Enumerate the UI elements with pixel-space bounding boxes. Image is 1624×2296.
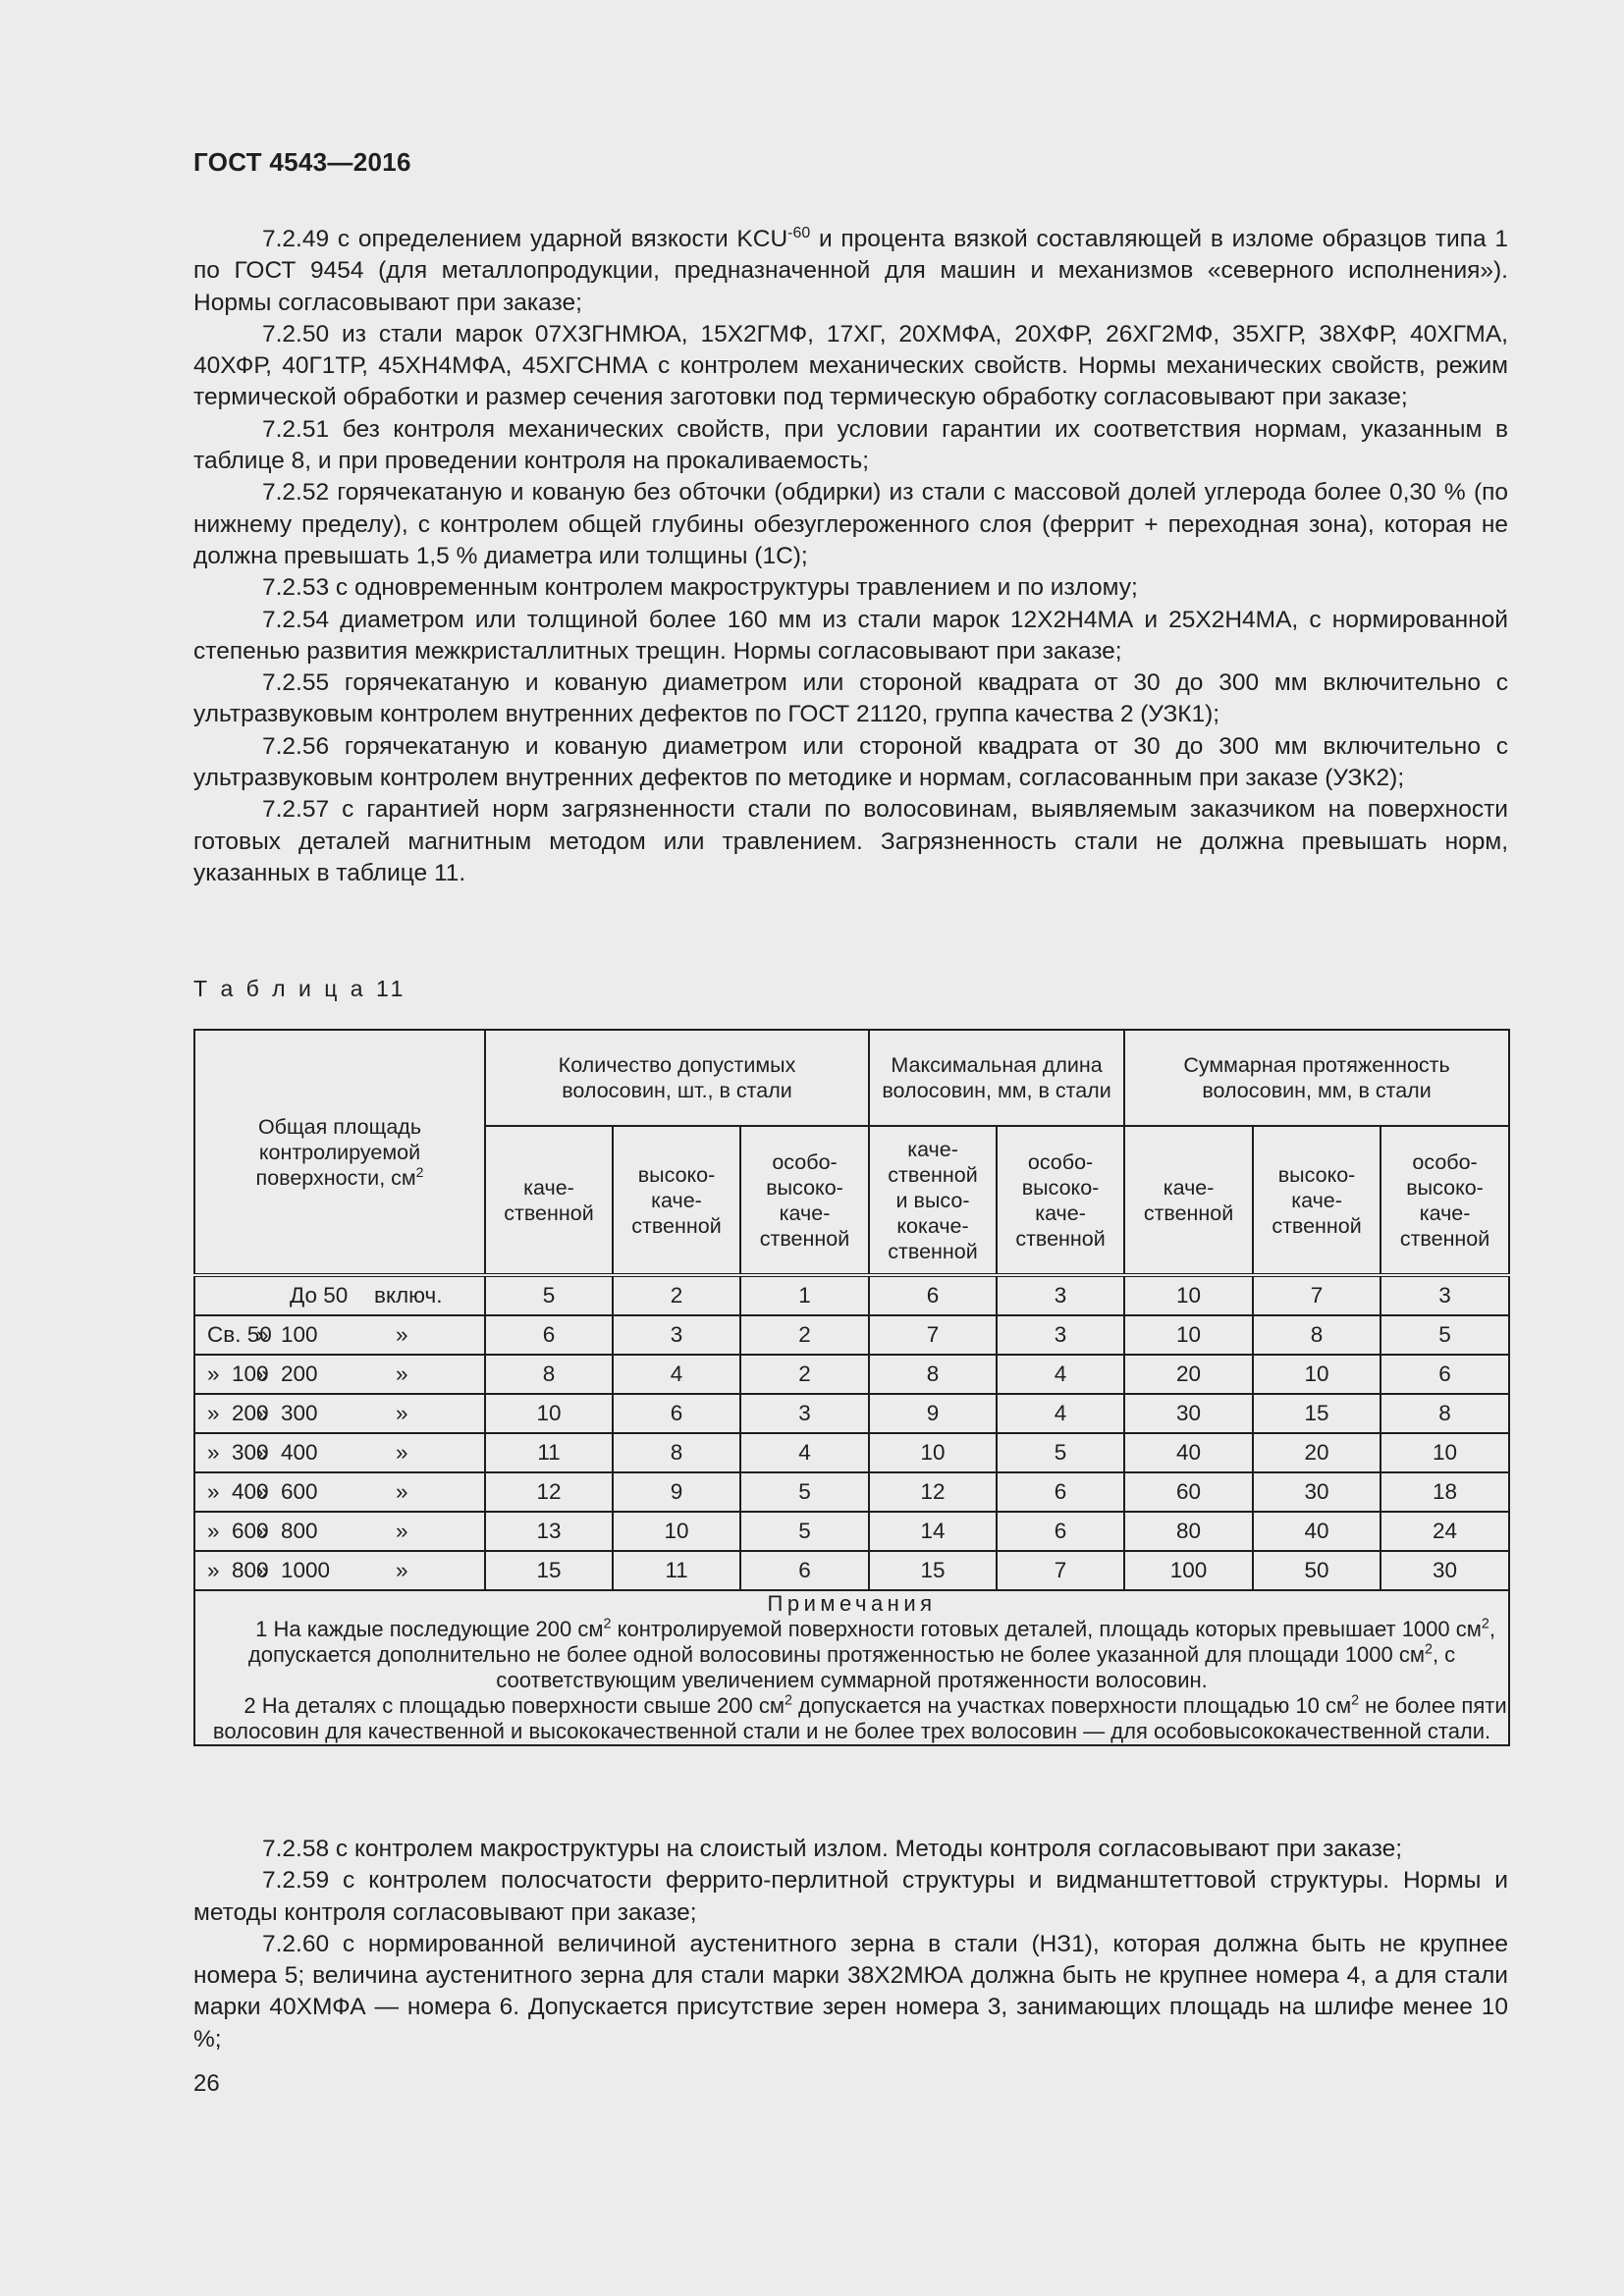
value-cell: 3	[740, 1394, 869, 1433]
paragraph-7-2-54: 7.2.54 диаметром или толщиной более 160 мм из стали марок 12Х2Н4МА и 25Х2Н4МА, с нормированной степенью развития межкристаллитных трещин. Нормы согласовывают при заказе;	[193, 606, 1508, 665]
value-cell: 13	[485, 1512, 613, 1551]
table-row	[194, 1355, 1509, 1394]
area-range-part: » 1000	[256, 1558, 331, 1582]
value-cell: 5	[740, 1472, 869, 1512]
area-range-part: До 50	[290, 1283, 349, 1308]
note-text: допускается на участках поверхности площадью 10 см	[791, 1693, 1352, 1718]
table-row	[194, 1512, 1509, 1551]
area-range-part: » 600	[207, 1519, 269, 1543]
area-range-part: » 800	[207, 1558, 269, 1582]
subheader: каче- ственной	[485, 1126, 613, 1275]
area-range-part: » 200	[256, 1362, 318, 1386]
superscript: 2	[784, 1692, 792, 1709]
note-2	[195, 1693, 1508, 1744]
area-range-part: » 600	[256, 1479, 318, 1504]
value-cell: 20	[1253, 1433, 1380, 1472]
value-cell: 3	[1380, 1275, 1509, 1315]
value-cell: 7	[1253, 1275, 1380, 1315]
paragraph-7-2-50: 7.2.50 из стали марок 07Х3ГНМЮА, 15Х2ГМФ, 17ХГ, 20ХМФА, 20ХФР, 26ХГ2МФ, 35ХГР, 38ХФР, 40ХГМА, 40ХФР, 40Г1ТР, 45ХН4МФА, 45ХГСНМА с контролем механических свойств. Нормы механических свойств, режим термической обработки и размер сечения заготовки под термическую обработку согласовывают при заказе;	[193, 320, 1508, 411]
superscript: -60	[787, 224, 811, 241]
area-range-part: »	[396, 1558, 408, 1582]
notes-title: Примечания	[767, 1591, 937, 1616]
value-cell: 3	[997, 1275, 1124, 1315]
paragraphs-bottom	[193, 1834, 1508, 2056]
subheader: каче- ственной	[1124, 1126, 1253, 1275]
area-range-cell	[194, 1512, 485, 1551]
value-cell: 2	[740, 1355, 869, 1394]
value-cell: 30	[1124, 1394, 1253, 1433]
paragraph-7-2-53: 7.2.53 с одновременным контролем макроструктуры травлением и по излому;	[262, 574, 1138, 602]
value-cell: 15	[1253, 1394, 1380, 1433]
value-cell: 6	[869, 1275, 997, 1315]
area-range-cell	[194, 1394, 485, 1433]
value-cell: 11	[613, 1551, 740, 1590]
value-cell: 6	[997, 1512, 1124, 1551]
paragraph-7-2-52: 7.2.52 горячекатаную и кованую без обточки (обдирки) из стали с массовой долей углерода более 0,30 % (по нижнему пределу), с контролем общей глубины обезуглероженного слоя (феррит + переходная зона), которая не должна превышать 1,5 % диаметра или толщины (1С);	[193, 479, 1508, 569]
value-cell: 80	[1124, 1512, 1253, 1551]
area-range-cell	[194, 1275, 485, 1315]
value-cell: 2	[740, 1315, 869, 1355]
area-range-cell	[194, 1315, 485, 1355]
subheader: особо- высоко- каче- ственной	[1380, 1126, 1509, 1275]
paragraph-7-2-60: 7.2.60 с нормированной величиной аустенитного зерна в стали (НЗ1), которая должна быть не крупнее номера 5; величина аустенитного зерна для стали марки 38Х2МЮА должна быть не крупнее номера 4, а для стали марки 40ХМФА — номера 6. Допускается присутствие зерен номера 3, занимающих площадь на шлифе менее 10 %;	[193, 1930, 1508, 2053]
area-range-part: » 300	[207, 1440, 269, 1465]
value-cell: 2	[613, 1275, 740, 1315]
value-cell: 1	[740, 1275, 869, 1315]
paragraph-7-2-51: 7.2.51 без контроля механических свойств, при условии гарантии их соответствия нормам, указанным в таблице 8, и при проведении контроля на прокаливаемость;	[193, 415, 1508, 475]
value-cell: 30	[1380, 1551, 1509, 1590]
value-cell: 5	[1380, 1315, 1509, 1355]
area-range-part: » 400	[207, 1479, 269, 1504]
note-text: 1 На каждые последующие 200 см	[255, 1617, 604, 1641]
note-text: не более пяти волосовин для качественной и высококачественной стали и не более трех волосовин — для особовысококачественной стали.	[212, 1693, 1507, 1743]
value-cell: 4	[997, 1355, 1124, 1394]
table-notes	[194, 1590, 1509, 1745]
area-range-part: »	[396, 1322, 408, 1347]
value-cell: 10	[1380, 1433, 1509, 1472]
value-cell: 10	[613, 1512, 740, 1551]
value-cell: 24	[1380, 1512, 1509, 1551]
value-cell: 10	[869, 1433, 997, 1472]
value-cell: 9	[613, 1472, 740, 1512]
area-range-cell	[194, 1551, 485, 1590]
note-text: , допускается дополнительно не более одной волосовины протяженностью не более указанной для площади 1000 см	[247, 1617, 1495, 1667]
area-range-part: Св. 50	[207, 1322, 272, 1347]
table-11	[193, 1029, 1508, 1746]
area-range-part: »	[396, 1440, 408, 1465]
value-cell: 40	[1253, 1512, 1380, 1551]
value-cell: 8	[485, 1355, 613, 1394]
row-header-text: Общая площадь контролируемой поверхности, см	[255, 1114, 422, 1190]
area-range-cell	[194, 1355, 485, 1394]
area-range-part: »	[396, 1401, 408, 1425]
paragraph-7-2-55: 7.2.55 горячекатаную и кованую диаметром или стороной квадрата от 30 до 300 мм включительно с ультразвуковым контролем внутренних дефектов по ГОСТ 21120, группа качества 2 (УЗК1);	[193, 669, 1508, 728]
area-range-part: »	[396, 1479, 408, 1504]
paragraphs-top	[193, 224, 1508, 889]
subheader: особо- высоко- каче- ственной	[997, 1126, 1124, 1275]
value-cell: 8	[613, 1433, 740, 1472]
value-cell: 3	[997, 1315, 1124, 1355]
value-cell: 6	[613, 1394, 740, 1433]
subheader: особо- высоко- каче- ственной	[740, 1126, 869, 1275]
note-text: 2 На деталях с площадью поверхности свыше 200 см	[244, 1693, 785, 1718]
value-cell: 15	[485, 1551, 613, 1590]
value-cell: 10	[485, 1394, 613, 1433]
superscript: 2	[1351, 1692, 1360, 1709]
value-cell: 9	[869, 1394, 997, 1433]
value-cell: 6	[1380, 1355, 1509, 1394]
superscript: 2	[415, 1163, 424, 1180]
group-header-count: Количество допустимых волосовин, шт., в стали	[485, 1030, 869, 1126]
table-caption: Т а б л и ц а 11	[193, 976, 406, 1001]
area-range-cell	[194, 1433, 485, 1472]
value-cell: 6	[997, 1472, 1124, 1512]
group-header-max-length: Максимальная длина волосовин, мм, в стали	[869, 1030, 1124, 1126]
value-cell: 60	[1124, 1472, 1253, 1512]
value-cell: 4	[740, 1433, 869, 1472]
note-text: , с соответствующим увеличением суммарной протяженности волосовин.	[496, 1642, 1456, 1692]
area-range-part: » 100	[207, 1362, 269, 1386]
value-cell: 40	[1124, 1433, 1253, 1472]
value-cell: 15	[869, 1551, 997, 1590]
superscript: 2	[1481, 1616, 1489, 1632]
value-cell: 6	[740, 1551, 869, 1590]
value-cell: 5	[485, 1275, 613, 1315]
value-cell: 10	[1253, 1355, 1380, 1394]
superscript: 2	[603, 1616, 612, 1632]
value-cell: 12	[485, 1472, 613, 1512]
value-cell: 5	[997, 1433, 1124, 1472]
value-cell: 8	[1380, 1394, 1509, 1433]
value-cell: 14	[869, 1512, 997, 1551]
paragraph-7-2-56: 7.2.56 горячекатаную и кованую диаметром или стороной квадрата от 30 до 300 мм включительно с ультразвуковым контролем внутренних дефектов по методике и нормам, согласованным при заказе (УЗК2);	[193, 732, 1508, 792]
value-cell: 6	[485, 1315, 613, 1355]
area-range-part: » 300	[256, 1401, 318, 1425]
value-cell: 7	[869, 1315, 997, 1355]
table-row	[194, 1394, 1509, 1433]
value-cell: 8	[1253, 1315, 1380, 1355]
area-range-part: включ.	[374, 1283, 443, 1308]
value-cell: 10	[1124, 1275, 1253, 1315]
area-range-part: » 800	[256, 1519, 318, 1543]
paragraph-7-2-49	[193, 224, 1508, 319]
value-cell: 11	[485, 1433, 613, 1472]
paragraph-text: 7.2.49 с определением ударной вязкости KCU	[262, 226, 788, 252]
paragraph-7-2-59: 7.2.59 с контролем полосчатости феррито-перлитной структуры и видманштеттовой структуры. Нормы и методы контроля согласовывают при заказе;	[193, 1867, 1508, 1926]
superscript: 2	[1424, 1641, 1433, 1658]
data-table	[193, 1029, 1510, 1746]
value-cell: 12	[869, 1472, 997, 1512]
row-header	[194, 1030, 485, 1275]
table-row	[194, 1551, 1509, 1590]
paragraph-text: и процента вязкой составляющей в изломе образцов типа 1 по ГОСТ 9454 (для металлопродукции, предназначенной для машин и механизмов «северного исполнения»). Нормы согласовывают при заказе;	[193, 226, 1509, 316]
value-cell: 20	[1124, 1355, 1253, 1394]
table-row	[194, 1433, 1509, 1472]
table-row	[194, 1275, 1509, 1315]
paragraph-7-2-58: 7.2.58 с контролем макроструктуры на слоистый излом. Методы контроля согласовывают при заказе;	[262, 1836, 1403, 1862]
area-range-part: » 400	[256, 1440, 318, 1465]
value-cell: 50	[1253, 1551, 1380, 1590]
value-cell: 100	[1124, 1551, 1253, 1590]
area-range-part: »	[396, 1519, 408, 1543]
value-cell: 8	[869, 1355, 997, 1394]
value-cell: 18	[1380, 1472, 1509, 1512]
note-text: контролируемой поверхности готовых деталей, площадь которых превышает 1000 см	[611, 1617, 1482, 1641]
subheader: каче- ственной и высо- кокаче- ственной	[869, 1126, 997, 1275]
document-header: ГОСТ 4543—2016	[193, 147, 411, 177]
area-range-part: » 200	[207, 1401, 269, 1425]
area-range-part: »	[396, 1362, 408, 1386]
value-cell: 4	[613, 1355, 740, 1394]
area-range-part: » 100	[256, 1322, 318, 1347]
table-row	[194, 1472, 1509, 1512]
area-range-cell	[194, 1472, 485, 1512]
table-row	[194, 1315, 1509, 1355]
value-cell: 30	[1253, 1472, 1380, 1512]
subheader: высоко- каче- ственной	[1253, 1126, 1380, 1275]
value-cell: 4	[997, 1394, 1124, 1433]
subheader: высоко- каче- ственной	[613, 1126, 740, 1275]
value-cell: 10	[1124, 1315, 1253, 1355]
paragraph-7-2-57: 7.2.57 с гарантией норм загрязненности стали по волосовинам, выявляемым заказчиком на поверхности готовых деталей магнитным методом или травлением. Загрязненность стали не должна превышать норм, указанных в таблице 11.	[193, 796, 1508, 886]
page-number: 26	[193, 2070, 220, 2097]
value-cell: 3	[613, 1315, 740, 1355]
note-1	[195, 1617, 1508, 1693]
value-cell: 5	[740, 1512, 869, 1551]
value-cell: 7	[997, 1551, 1124, 1590]
group-header-total-length: Суммарная протяженность волосовин, мм, в стали	[1124, 1030, 1509, 1126]
